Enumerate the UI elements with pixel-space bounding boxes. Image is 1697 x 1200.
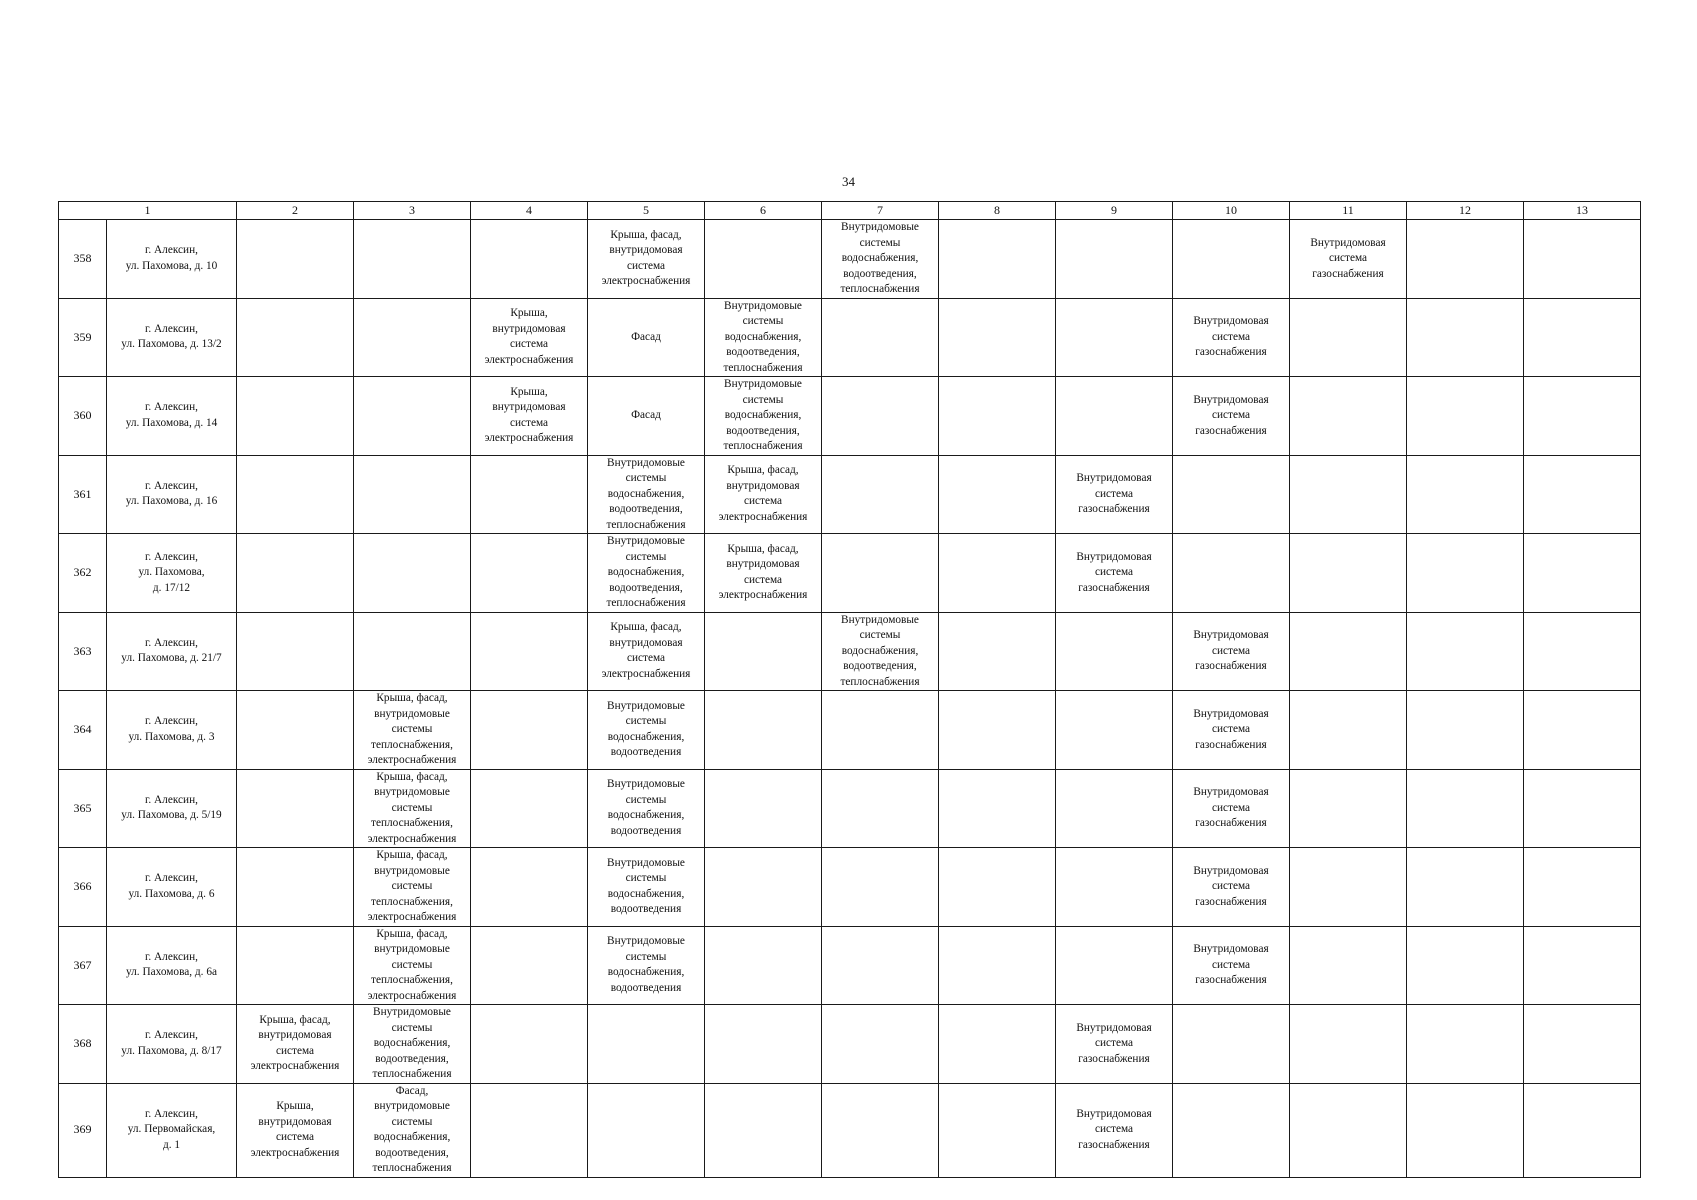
table-row	[59, 220, 1641, 299]
work-cell-col-11	[1290, 612, 1407, 691]
work-cell-col-8	[939, 220, 1056, 299]
work-cell-col-5: Фасад	[588, 377, 705, 456]
work-cell-col-2	[237, 534, 354, 613]
work-cell-col-7	[822, 848, 939, 927]
work-cell-col-8	[939, 769, 1056, 848]
address-cell: г. Алексин, ул. Пахомова, д. 6	[107, 848, 237, 927]
work-cell-col-3	[354, 534, 471, 613]
work-cell-col-9	[1056, 612, 1173, 691]
work-cell-col-8	[939, 455, 1056, 534]
work-cell-col-2	[237, 848, 354, 927]
work-cell-col-5: Крыша, фасад, внутридомовая система электроснабжения	[588, 612, 705, 691]
work-cell-col-5: Внутридомовые системы водоснабжения, водоотведения	[588, 691, 705, 770]
row-number-cell: 363	[59, 612, 107, 691]
work-cell-col-10: Внутридомовая система газоснабжения	[1173, 612, 1290, 691]
work-cell-col-13	[1524, 769, 1641, 848]
work-cell-col-6: Внутридомовые системы водоснабжения, водоотведения, теплоснабжения	[705, 298, 822, 377]
work-cell-col-4: Крыша, внутридомовая система электроснабжения	[471, 377, 588, 456]
work-cell-col-5: Внутридомовые системы водоснабжения, водоотведения	[588, 848, 705, 927]
work-cell-col-11	[1290, 1005, 1407, 1084]
work-cell-col-2: Крыша, внутридомовая система электроснабжения	[237, 1083, 354, 1177]
work-cell-col-7: Внутридомовые системы водоснабжения, водоотведения, теплоснабжения	[822, 220, 939, 299]
work-cell-col-6	[705, 926, 822, 1005]
work-cell-col-5: Фасад	[588, 298, 705, 377]
work-cell-col-2	[237, 612, 354, 691]
work-cell-col-2	[237, 455, 354, 534]
column-header: 1	[59, 202, 237, 220]
column-header: 3	[354, 202, 471, 220]
work-cell-col-6	[705, 612, 822, 691]
work-cell-col-12	[1407, 455, 1524, 534]
work-cell-col-13	[1524, 926, 1641, 1005]
table-row	[59, 534, 1641, 613]
work-cell-col-12	[1407, 612, 1524, 691]
work-cell-col-2	[237, 298, 354, 377]
work-cell-col-12	[1407, 534, 1524, 613]
work-cell-col-9: Внутридомовая система газоснабжения	[1056, 1083, 1173, 1177]
column-header: 13	[1524, 202, 1641, 220]
column-header: 10	[1173, 202, 1290, 220]
work-cell-col-8	[939, 848, 1056, 927]
work-cell-col-6: Крыша, фасад, внутридомовая система электроснабжения	[705, 455, 822, 534]
work-cell-col-9: Внутридомовая система газоснабжения	[1056, 455, 1173, 534]
work-cell-col-4	[471, 691, 588, 770]
table-row	[59, 1005, 1641, 1084]
work-cell-col-10	[1173, 1005, 1290, 1084]
work-cell-col-2: Крыша, фасад, внутридомовая система электроснабжения	[237, 1005, 354, 1084]
work-cell-col-3: Крыша, фасад, внутридомовые системы теплоснабжения, электроснабжения	[354, 926, 471, 1005]
work-cell-col-3	[354, 298, 471, 377]
work-cell-col-4	[471, 220, 588, 299]
row-number-cell: 367	[59, 926, 107, 1005]
column-header: 5	[588, 202, 705, 220]
work-cell-col-3	[354, 455, 471, 534]
work-cell-col-9	[1056, 848, 1173, 927]
row-number-cell: 366	[59, 848, 107, 927]
work-cell-col-5: Внутридомовые системы водоснабжения, водоотведения, теплоснабжения	[588, 455, 705, 534]
work-cell-col-10: Внутридомовая система газоснабжения	[1173, 926, 1290, 1005]
work-cell-col-8	[939, 377, 1056, 456]
work-cell-col-9	[1056, 769, 1173, 848]
work-cell-col-12	[1407, 220, 1524, 299]
work-cell-col-13	[1524, 691, 1641, 770]
work-cell-col-10	[1173, 220, 1290, 299]
work-cell-col-10: Внутридомовая система газоснабжения	[1173, 769, 1290, 848]
address-cell: г. Алексин, ул. Пахомова, д. 17/12	[107, 534, 237, 613]
work-cell-col-7	[822, 1083, 939, 1177]
column-header: 9	[1056, 202, 1173, 220]
work-cell-col-3: Крыша, фасад, внутридомовые системы теплоснабжения, электроснабжения	[354, 691, 471, 770]
work-cell-col-8	[939, 298, 1056, 377]
work-cell-col-6	[705, 1005, 822, 1084]
work-cell-col-9	[1056, 220, 1173, 299]
work-cell-col-3	[354, 377, 471, 456]
work-cell-col-12	[1407, 1005, 1524, 1084]
work-cell-col-11	[1290, 534, 1407, 613]
row-number-cell: 365	[59, 769, 107, 848]
table-row	[59, 691, 1641, 770]
column-header: 2	[237, 202, 354, 220]
work-cell-col-2	[237, 377, 354, 456]
work-cell-col-6	[705, 848, 822, 927]
work-cell-col-8	[939, 612, 1056, 691]
work-cell-col-13	[1524, 220, 1641, 299]
work-cell-col-12	[1407, 298, 1524, 377]
work-cell-col-4	[471, 769, 588, 848]
work-cell-col-11	[1290, 455, 1407, 534]
row-number-cell: 361	[59, 455, 107, 534]
column-header: 7	[822, 202, 939, 220]
work-cell-col-7	[822, 298, 939, 377]
table-row	[59, 769, 1641, 848]
work-cell-col-12	[1407, 691, 1524, 770]
table-row	[59, 848, 1641, 927]
work-cell-col-5	[588, 1083, 705, 1177]
table-row	[59, 455, 1641, 534]
work-cell-col-4	[471, 612, 588, 691]
work-cell-col-6	[705, 220, 822, 299]
table-row	[59, 612, 1641, 691]
work-cell-col-11	[1290, 1083, 1407, 1177]
work-cell-col-8	[939, 926, 1056, 1005]
work-cell-col-12	[1407, 769, 1524, 848]
table-row	[59, 377, 1641, 456]
work-cell-col-13	[1524, 612, 1641, 691]
row-number-cell: 364	[59, 691, 107, 770]
work-cell-col-9	[1056, 298, 1173, 377]
work-cell-col-12	[1407, 377, 1524, 456]
table-row	[59, 298, 1641, 377]
work-cell-col-9	[1056, 691, 1173, 770]
work-cell-col-12	[1407, 926, 1524, 1005]
work-cell-col-13	[1524, 455, 1641, 534]
work-cell-col-5: Внутридомовые системы водоснабжения, водоотведения	[588, 769, 705, 848]
work-cell-col-10: Внутридомовая система газоснабжения	[1173, 691, 1290, 770]
work-cell-col-12	[1407, 1083, 1524, 1177]
work-cell-col-13	[1524, 1005, 1641, 1084]
work-cell-col-3	[354, 612, 471, 691]
work-cell-col-11	[1290, 377, 1407, 456]
column-header: 11	[1290, 202, 1407, 220]
work-cell-col-8	[939, 691, 1056, 770]
work-cell-col-4: Крыша, внутридомовая система электроснабжения	[471, 298, 588, 377]
work-cell-col-2	[237, 691, 354, 770]
work-cell-col-2	[237, 769, 354, 848]
table-row	[59, 1083, 1641, 1177]
work-cell-col-10	[1173, 1083, 1290, 1177]
work-cell-col-10: Внутридомовая система газоснабжения	[1173, 848, 1290, 927]
work-cell-col-3: Внутридомовые системы водоснабжения, водоотведения, теплоснабжения	[354, 1005, 471, 1084]
work-cell-col-8	[939, 1005, 1056, 1084]
work-cell-col-7	[822, 769, 939, 848]
work-cell-col-11	[1290, 926, 1407, 1005]
work-cell-col-4	[471, 534, 588, 613]
work-cell-col-11	[1290, 298, 1407, 377]
work-cell-col-4	[471, 1005, 588, 1084]
work-cell-col-10	[1173, 534, 1290, 613]
address-cell: г. Алексин, ул. Пахомова, д. 8/17	[107, 1005, 237, 1084]
work-cell-col-6	[705, 1083, 822, 1177]
work-cell-col-5: Крыша, фасад, внутридомовая система электроснабжения	[588, 220, 705, 299]
column-number-header	[59, 202, 1641, 220]
work-cell-col-7: Внутридомовые системы водоснабжения, водоотведения, теплоснабжения	[822, 612, 939, 691]
address-cell: г. Алексин, ул. Пахомова, д. 3	[107, 691, 237, 770]
work-cell-col-5: Внутридомовые системы водоснабжения, водоотведения, теплоснабжения	[588, 534, 705, 613]
row-number-cell: 360	[59, 377, 107, 456]
row-number-cell: 358	[59, 220, 107, 299]
work-cell-col-6	[705, 691, 822, 770]
row-number-cell: 362	[59, 534, 107, 613]
work-cell-col-10: Внутридомовая система газоснабжения	[1173, 377, 1290, 456]
work-cell-col-4	[471, 455, 588, 534]
work-cell-col-10: Внутридомовая система газоснабжения	[1173, 298, 1290, 377]
column-header: 12	[1407, 202, 1524, 220]
address-cell: г. Алексин, ул. Пахомова, д. 14	[107, 377, 237, 456]
work-cell-col-5	[588, 1005, 705, 1084]
column-header: 6	[705, 202, 822, 220]
work-cell-col-7	[822, 1005, 939, 1084]
row-number-cell: 368	[59, 1005, 107, 1084]
address-cell: г. Алексин, ул. Пахомова, д. 21/7	[107, 612, 237, 691]
work-cell-col-6: Внутридомовые системы водоснабжения, водоотведения, теплоснабжения	[705, 377, 822, 456]
work-cell-col-11: Внутридомовая система газоснабжения	[1290, 220, 1407, 299]
repair-schedule-table	[58, 201, 1641, 1178]
work-cell-col-11	[1290, 769, 1407, 848]
address-cell: г. Алексин, ул. Пахомова, д. 10	[107, 220, 237, 299]
address-cell: г. Алексин, ул. Пахомова, д. 6а	[107, 926, 237, 1005]
work-cell-col-6	[705, 769, 822, 848]
column-header: 8	[939, 202, 1056, 220]
column-header: 4	[471, 202, 588, 220]
work-cell-col-3: Крыша, фасад, внутридомовые системы теплоснабжения, электроснабжения	[354, 769, 471, 848]
work-cell-col-2	[237, 220, 354, 299]
work-cell-col-2	[237, 926, 354, 1005]
work-cell-col-3: Фасад, внутридомовые системы водоснабжения, водоотведения, теплоснабжения	[354, 1083, 471, 1177]
address-cell: г. Алексин, ул. Пахомова, д. 5/19	[107, 769, 237, 848]
work-cell-col-7	[822, 691, 939, 770]
work-cell-col-6: Крыша, фасад, внутридомовая система электроснабжения	[705, 534, 822, 613]
address-cell: г. Алексин, ул. Пахомова, д. 13/2	[107, 298, 237, 377]
work-cell-col-7	[822, 455, 939, 534]
work-cell-col-7	[822, 534, 939, 613]
row-number-cell: 359	[59, 298, 107, 377]
work-cell-col-9: Внутридомовая система газоснабжения	[1056, 1005, 1173, 1084]
work-cell-col-8	[939, 1083, 1056, 1177]
work-cell-col-10	[1173, 455, 1290, 534]
work-cell-col-13	[1524, 848, 1641, 927]
work-cell-col-8	[939, 534, 1056, 613]
work-cell-col-13	[1524, 1083, 1641, 1177]
work-cell-col-13	[1524, 298, 1641, 377]
work-cell-col-4	[471, 848, 588, 927]
work-cell-col-13	[1524, 534, 1641, 613]
work-cell-col-4	[471, 1083, 588, 1177]
work-cell-col-13	[1524, 377, 1641, 456]
work-cell-col-9	[1056, 926, 1173, 1005]
work-cell-col-3	[354, 220, 471, 299]
work-cell-col-11	[1290, 691, 1407, 770]
work-cell-col-7	[822, 377, 939, 456]
table-row	[59, 926, 1641, 1005]
work-cell-col-5: Внутридомовые системы водоснабжения, водоотведения	[588, 926, 705, 1005]
work-cell-col-11	[1290, 848, 1407, 927]
work-cell-col-9: Внутридомовая система газоснабжения	[1056, 534, 1173, 613]
address-cell: г. Алексин, ул. Первомайская, д. 1	[107, 1083, 237, 1177]
work-cell-col-4	[471, 926, 588, 1005]
work-cell-col-7	[822, 926, 939, 1005]
address-cell: г. Алексин, ул. Пахомова, д. 16	[107, 455, 237, 534]
work-cell-col-3: Крыша, фасад, внутридомовые системы теплоснабжения, электроснабжения	[354, 848, 471, 927]
work-cell-col-12	[1407, 848, 1524, 927]
work-cell-col-9	[1056, 377, 1173, 456]
page-number: 34	[842, 174, 855, 189]
row-number-cell: 369	[59, 1083, 107, 1177]
